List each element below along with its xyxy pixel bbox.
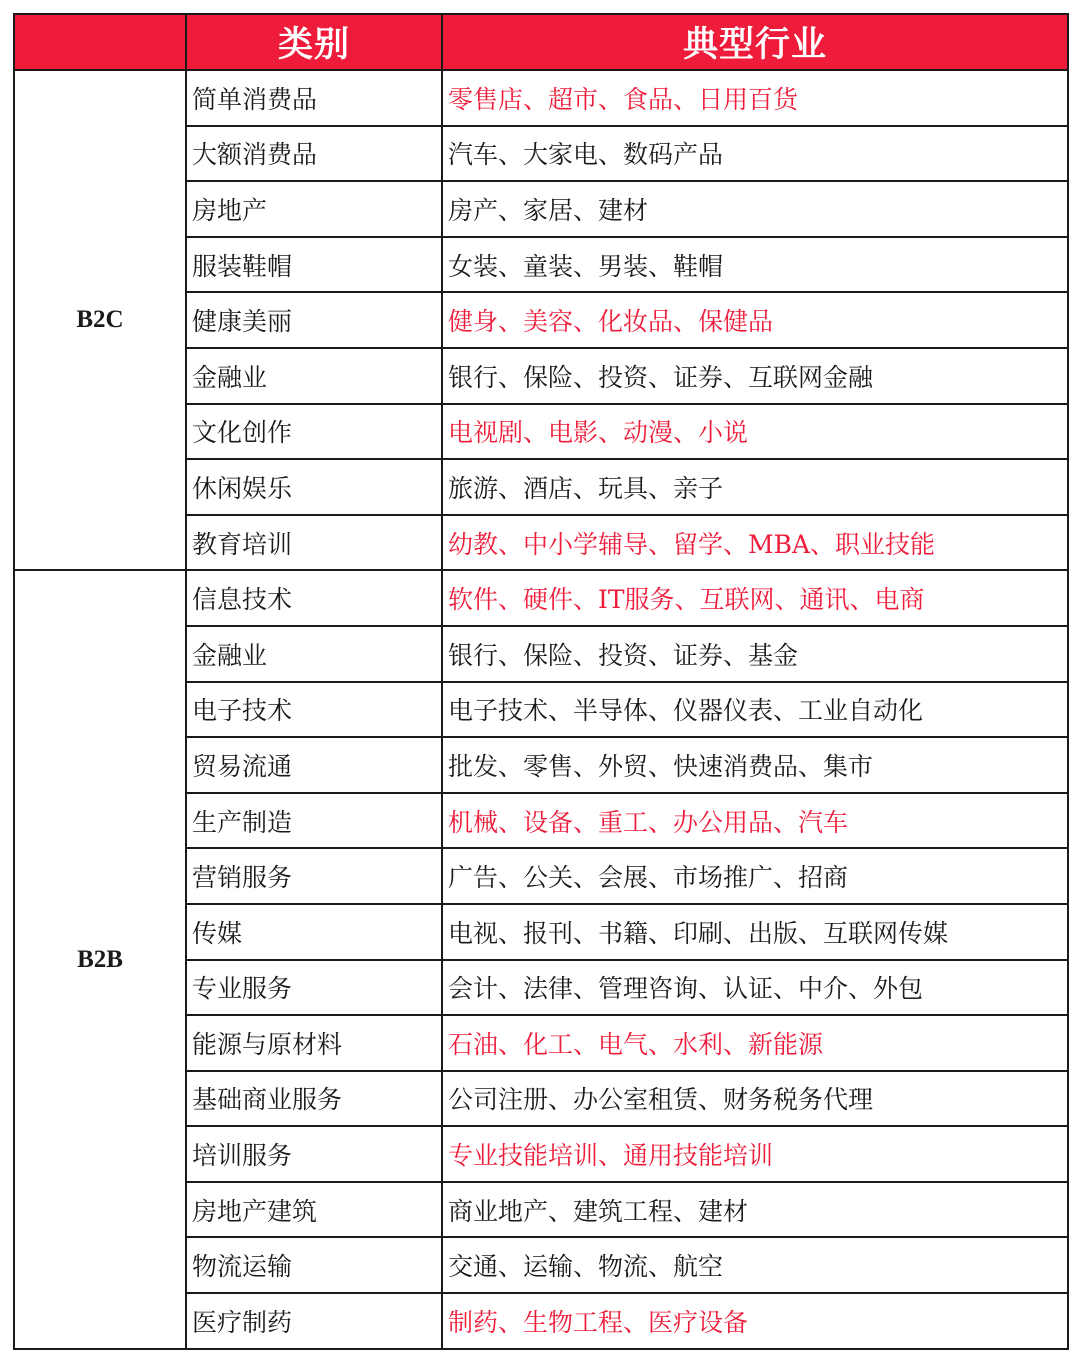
industries-cell: 机械、设备、重工、办公用品、汽车 (442, 793, 1068, 849)
industries-cell: 女装、童装、男装、鞋帽 (442, 237, 1068, 293)
category-cell: 培训服务 (186, 1126, 442, 1182)
industries-cell: 会计、法律、管理咨询、认证、中介、外包 (442, 960, 1068, 1016)
header-industry: 典型行业 (442, 14, 1068, 70)
category-cell: 贸易流通 (186, 737, 442, 793)
category-cell: 生产制造 (186, 793, 442, 849)
category-cell: 简单消费品 (186, 70, 442, 126)
industries-cell: 幼教、中小学辅导、留学、MBA、职业技能 (442, 515, 1068, 571)
industries-cell: 制药、生物工程、医疗设备 (442, 1293, 1068, 1349)
industries-cell: 软件、硬件、IT服务、互联网、通讯、电商 (442, 570, 1068, 626)
industries-cell: 电视、报刊、书籍、印刷、出版、互联网传媒 (442, 904, 1068, 960)
table-header (14, 14, 1068, 70)
category-cell: 文化创作 (186, 404, 442, 460)
category-cell: 传媒 (186, 904, 442, 960)
industries-cell: 银行、保险、投资、证券、基金 (442, 626, 1068, 682)
industries-cell: 交通、运输、物流、航空 (442, 1237, 1068, 1293)
category-cell: 金融业 (186, 626, 442, 682)
category-cell: 健康美丽 (186, 292, 442, 348)
category-cell: 医疗制药 (186, 1293, 442, 1349)
industries-cell: 健身、美容、化妆品、保健品 (442, 292, 1068, 348)
industries-cell: 商业地产、建筑工程、建材 (442, 1182, 1068, 1238)
category-cell: 大额消费品 (186, 126, 442, 182)
table-body (14, 70, 1068, 1349)
industries-cell: 专业技能培训、通用技能培训 (442, 1126, 1068, 1182)
header-category: 类别 (186, 14, 442, 70)
group-label: B2B (14, 570, 186, 1348)
category-cell: 房地产 (186, 181, 442, 237)
category-cell: 基础商业服务 (186, 1071, 442, 1127)
industries-cell: 房产、家居、建材 (442, 181, 1068, 237)
industries-cell: 银行、保险、投资、证券、互联网金融 (442, 348, 1068, 404)
industries-cell: 汽车、大家电、数码产品 (442, 126, 1068, 182)
category-cell: 金融业 (186, 348, 442, 404)
category-cell: 信息技术 (186, 570, 442, 626)
category-cell: 专业服务 (186, 960, 442, 1016)
header-row (14, 14, 1068, 70)
category-cell: 电子技术 (186, 682, 442, 738)
category-cell: 服装鞋帽 (186, 237, 442, 293)
table-row (14, 570, 1068, 626)
industries-cell: 批发、零售、外贸、快速消费品、集市 (442, 737, 1068, 793)
industries-cell: 旅游、酒店、玩具、亲子 (442, 459, 1068, 515)
category-cell: 房地产建筑 (186, 1182, 442, 1238)
industry-table (13, 13, 1069, 1350)
category-cell: 物流运输 (186, 1237, 442, 1293)
category-cell: 休闲娱乐 (186, 459, 442, 515)
group-label: B2C (14, 70, 186, 570)
industries-cell: 电视剧、电影、动漫、小说 (442, 404, 1068, 460)
category-cell: 营销服务 (186, 848, 442, 904)
industries-cell: 零售店、超市、食品、日用百货 (442, 70, 1068, 126)
industries-cell: 广告、公关、会展、市场推广、招商 (442, 848, 1068, 904)
header-group-cell (14, 14, 186, 70)
category-cell: 能源与原材料 (186, 1015, 442, 1071)
table-row (14, 70, 1068, 126)
industries-cell: 公司注册、办公室租赁、财务税务代理 (442, 1071, 1068, 1127)
category-cell: 教育培训 (186, 515, 442, 571)
industries-cell: 石油、化工、电气、水利、新能源 (442, 1015, 1068, 1071)
industries-cell: 电子技术、半导体、仪器仪表、工业自动化 (442, 682, 1068, 738)
